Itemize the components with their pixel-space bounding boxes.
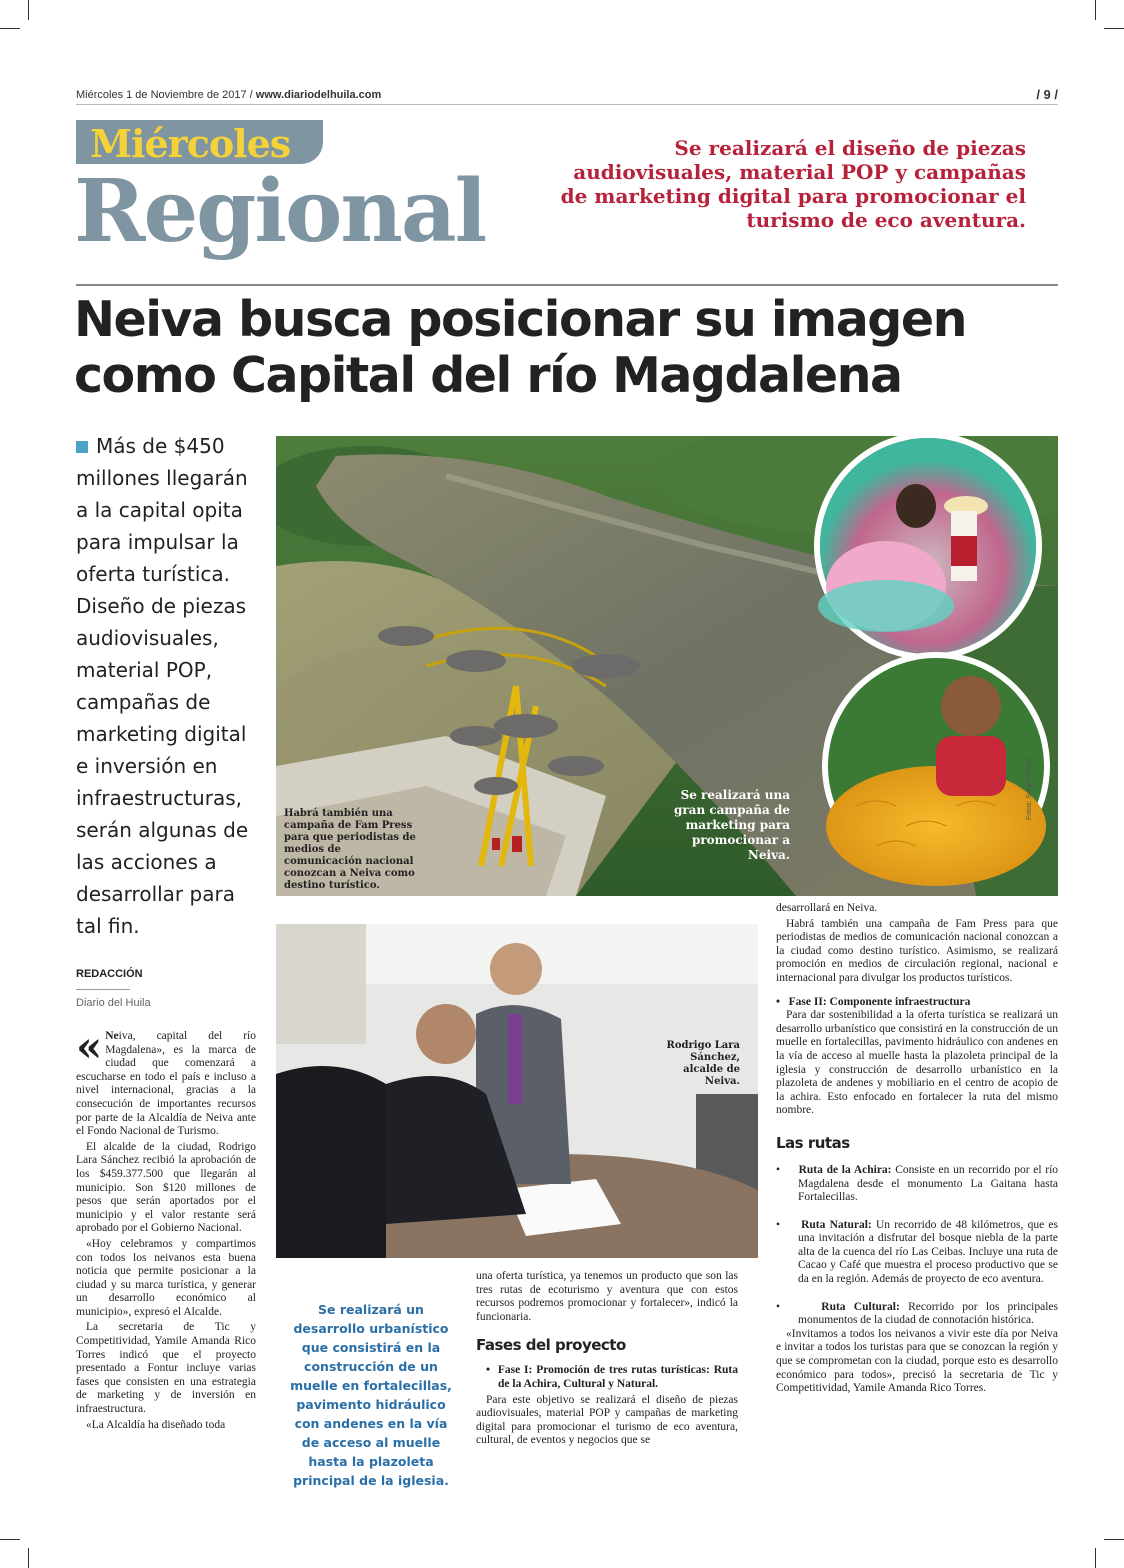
dropcap: « xyxy=(76,1022,103,1071)
col3-paragraph: desarrollará en Neiva. xyxy=(776,902,878,914)
caption-mayor-text: Rodrigo Lara Sánchez, alcalde de Neiva. xyxy=(666,1040,740,1087)
fase1-item: • Fase I: Promoción de tres rutas turísticas: Ruta de la Achira, Cultural y Natural. xyxy=(486,1364,738,1390)
page-date xyxy=(76,89,381,101)
mayor-signing-photo xyxy=(276,924,758,1258)
byline-rule xyxy=(76,989,130,990)
crop-mark xyxy=(1095,1548,1096,1568)
headline: Neiva busca posicionar su imagen como Capital del río Magdalena xyxy=(74,291,966,404)
ruta-item: • Ruta de la Achira: Consiste en un recorrido por el río Magdalena desde el monumento La Gaitana hasta Fortalecillas. xyxy=(776,1163,1059,1204)
crop-mark xyxy=(28,1548,29,1568)
caption-mayor xyxy=(665,1040,740,1088)
article-column-2 xyxy=(476,1270,738,1450)
ruta-title: Ruta Natural: xyxy=(801,1218,872,1231)
col2-paragraph: Para este objetivo se realizará el diseño de piezas audiovisuales, material POP y campañas de marketing digital para promocionar el turismo de eco aventura, cultural, de eventos y negocios que se xyxy=(476,1393,738,1447)
crop-mark xyxy=(28,0,29,20)
bullet-square-icon xyxy=(76,441,88,453)
lead-text xyxy=(76,430,262,942)
col1-paragraph xyxy=(76,1022,256,1139)
crop-mark xyxy=(1095,0,1096,20)
source: Diario del Huila xyxy=(76,997,151,1009)
byline: REDACCIÓN xyxy=(76,968,143,980)
ruta-title: Ruta Cultural: xyxy=(821,1300,900,1313)
site-url[interactable]: www.diariodelhuila.com xyxy=(255,89,382,101)
header-divider xyxy=(76,104,1058,105)
caption-fam-press xyxy=(284,808,416,892)
ruta-desc: Recorrido por los principales monumentos de la ciudad de connotación histórica. xyxy=(798,1300,1058,1327)
ruta-desc: Un recorrido de 48 kilómetros, que es una invitación a disfrutar del bosque niebla de la parte alta de la cuenca del río Las Ceibas. Incluye una ruta de Cacao y Café que muestra el proceso productivo que se da en la región. Además de proyecto de eco aventura. xyxy=(798,1218,1059,1286)
col3-paragraph: Habrá también una campaña de Fam Press para que periodistas de medios de comunicación nacional conozcan a la ciudad como destino turístico. Asimismo, se realizará promoción en medios de circulación regional, nacional e internacional para divulgar los productos turísticos. xyxy=(776,917,1058,984)
ruta-item: • Ruta Natural: Un recorrido de 48 kilómetros, que es una invitación a disfrutar del bosque niebla de la parte alta de la cuenca del río Las Ceibas. Incluye una ruta de Cacao y Café que muestra el proceso productivo que se da en la región. Además de proyecto de eco aventura. xyxy=(776,1218,1059,1286)
ruta-item: • Ruta Cultural: Recorrido por los principales monumentos de la ciudad de connotación histórica. xyxy=(776,1300,1058,1327)
crop-mark xyxy=(1104,1539,1124,1540)
ruta-title: Ruta de la Achira: xyxy=(798,1163,892,1176)
fase2-item: • Fase II: Componente infraestructura xyxy=(776,995,971,1008)
caption-marketing xyxy=(650,788,790,863)
caption-marketing-text: Se realizará una gran campaña de marketing para promocionar a Neiva. xyxy=(673,788,790,862)
subhead-rutas: Las rutas xyxy=(776,1133,850,1152)
section-title: Regional xyxy=(74,161,486,262)
col1-paragraph: «Hoy celebramos y compartimos con todos los neivanos esta buena noticia que permite posicionar a la ciudad y su marca turística, y generar un desarrollo económico al municipio», expresó el Alcalde. xyxy=(76,1237,256,1318)
photo-credit: Fotos: Sergio Reyes xyxy=(1026,756,1033,820)
section-day: Miércoles xyxy=(90,121,291,166)
date-text: Miércoles 1 de Noviembre de 2017 / xyxy=(76,89,253,101)
col2-paragraph: una oferta turística, ya tenemos un producto que son las tres rutas de ecoturismo y aventura que con estos recursos podremos promocionar y fortalecer», indicó la funcionaria. xyxy=(476,1270,738,1323)
article-column-1 xyxy=(76,1022,256,1434)
col3-paragraph: Para dar sostenibilidad a la oferta turística se realizará un desarrollo urbanístico que consistirá en la construcción de un muelle en fortalecillas, pavimento hidráulico con andenes en la vía de acceso al muelle hasta la plazoleta principal de la iglesia y construcción de desarrollo urbanístico en la plazoleta de andenes y mobiliario en el centro de acopio de la achira. Esto enfocado en fortalecer la ruta del mismo nombre. xyxy=(776,1009,1058,1117)
crop-mark xyxy=(0,1539,20,1540)
lead-body: Más de $450 millones llegarán a la capital opita para impulsar la oferta turística. Diseño de piezas audiovisuales, material POP, campañas de marketing digital e inversión en infraestructuras, serán algunas de las acciones a desarrollar para tal fin. xyxy=(76,434,249,938)
col3-paragraph: «Invitamos a todos los neivanos a vivir este día por Neiva e invitar a todos los turistas para que se conozcan la región y que se comprometan con la ciudad, porque esto es desarrollo económico para todos», precisó la secretaria de Tic y Competitividad, Yamile Amanda Rico Torres. xyxy=(776,1327,1058,1395)
pullquote-text: Se realizará un desarrollo urbanístico que consistirá en la construcción de un muelle en fortalecillas, pavimento hidráulico con andenes en la vía de acceso al muelle hasta la plazoleta principal de la iglesia. xyxy=(290,1302,452,1488)
deck-summary: Se realizará el diseño de piezas audiovisuales, material POP y campañas de marketing digital para promocionar el turismo de eco aventura. xyxy=(560,136,1026,232)
fase1-text: Fase I: Promoción de tres rutas turísticas: Ruta de la Achira, Cultural y Natural. xyxy=(497,1364,738,1390)
col1-paragraph: «La Alcaldía ha diseñado toda xyxy=(86,1418,226,1431)
col1-paragraph: El alcalde de la ciudad, Rodrigo Lara Sánchez recibió la aprobación de los $459.377.500 que llegarán al municipio. Son $120 millones de pesos que serán aportados por el municipio y el valor restante será aprobado por el Gobierno Nacional. xyxy=(76,1140,256,1235)
headline-divider xyxy=(76,284,1058,286)
crop-mark xyxy=(1104,28,1124,29)
dropcap-word: Ne xyxy=(105,1030,119,1042)
crop-mark xyxy=(0,28,20,29)
page-number: / 9 / xyxy=(1036,87,1058,102)
fase2-text: Fase II: Componente infraestructura xyxy=(788,995,971,1008)
pullquote xyxy=(276,1262,466,1488)
subhead-fases: Fases del proyecto xyxy=(476,1336,626,1355)
article-column-3 xyxy=(776,902,1058,1398)
col1-p1: iva, capital del río Magdalena», es la marca de ciudad que comenzará a escucharse en todo el país e incluso a nivel internacional, gracias a la consecución de importantes recursos por parte de la Alcaldía de Neiva ante el Fondo Nacional de Turismo. xyxy=(76,1030,256,1138)
ruta-desc: Consiste en un recorrido por el río Magdalena desde el monumento La Gaitana hasta Fortalecillas. xyxy=(798,1163,1059,1204)
caption-fam-press-text: Habrá también una campaña de Fam Press para que periodistas de medios de comunicación nacional conozcan a Neiva como destino turístico. xyxy=(284,808,416,891)
col1-paragraph: La secretaria de Tic y Competitividad, Yamile Amanda Rico Torres indicó que el proyecto presentado a Fontur incluye varias fases que consisten en una estrategia de marketing y de inversión en infraestructura. xyxy=(76,1321,256,1416)
